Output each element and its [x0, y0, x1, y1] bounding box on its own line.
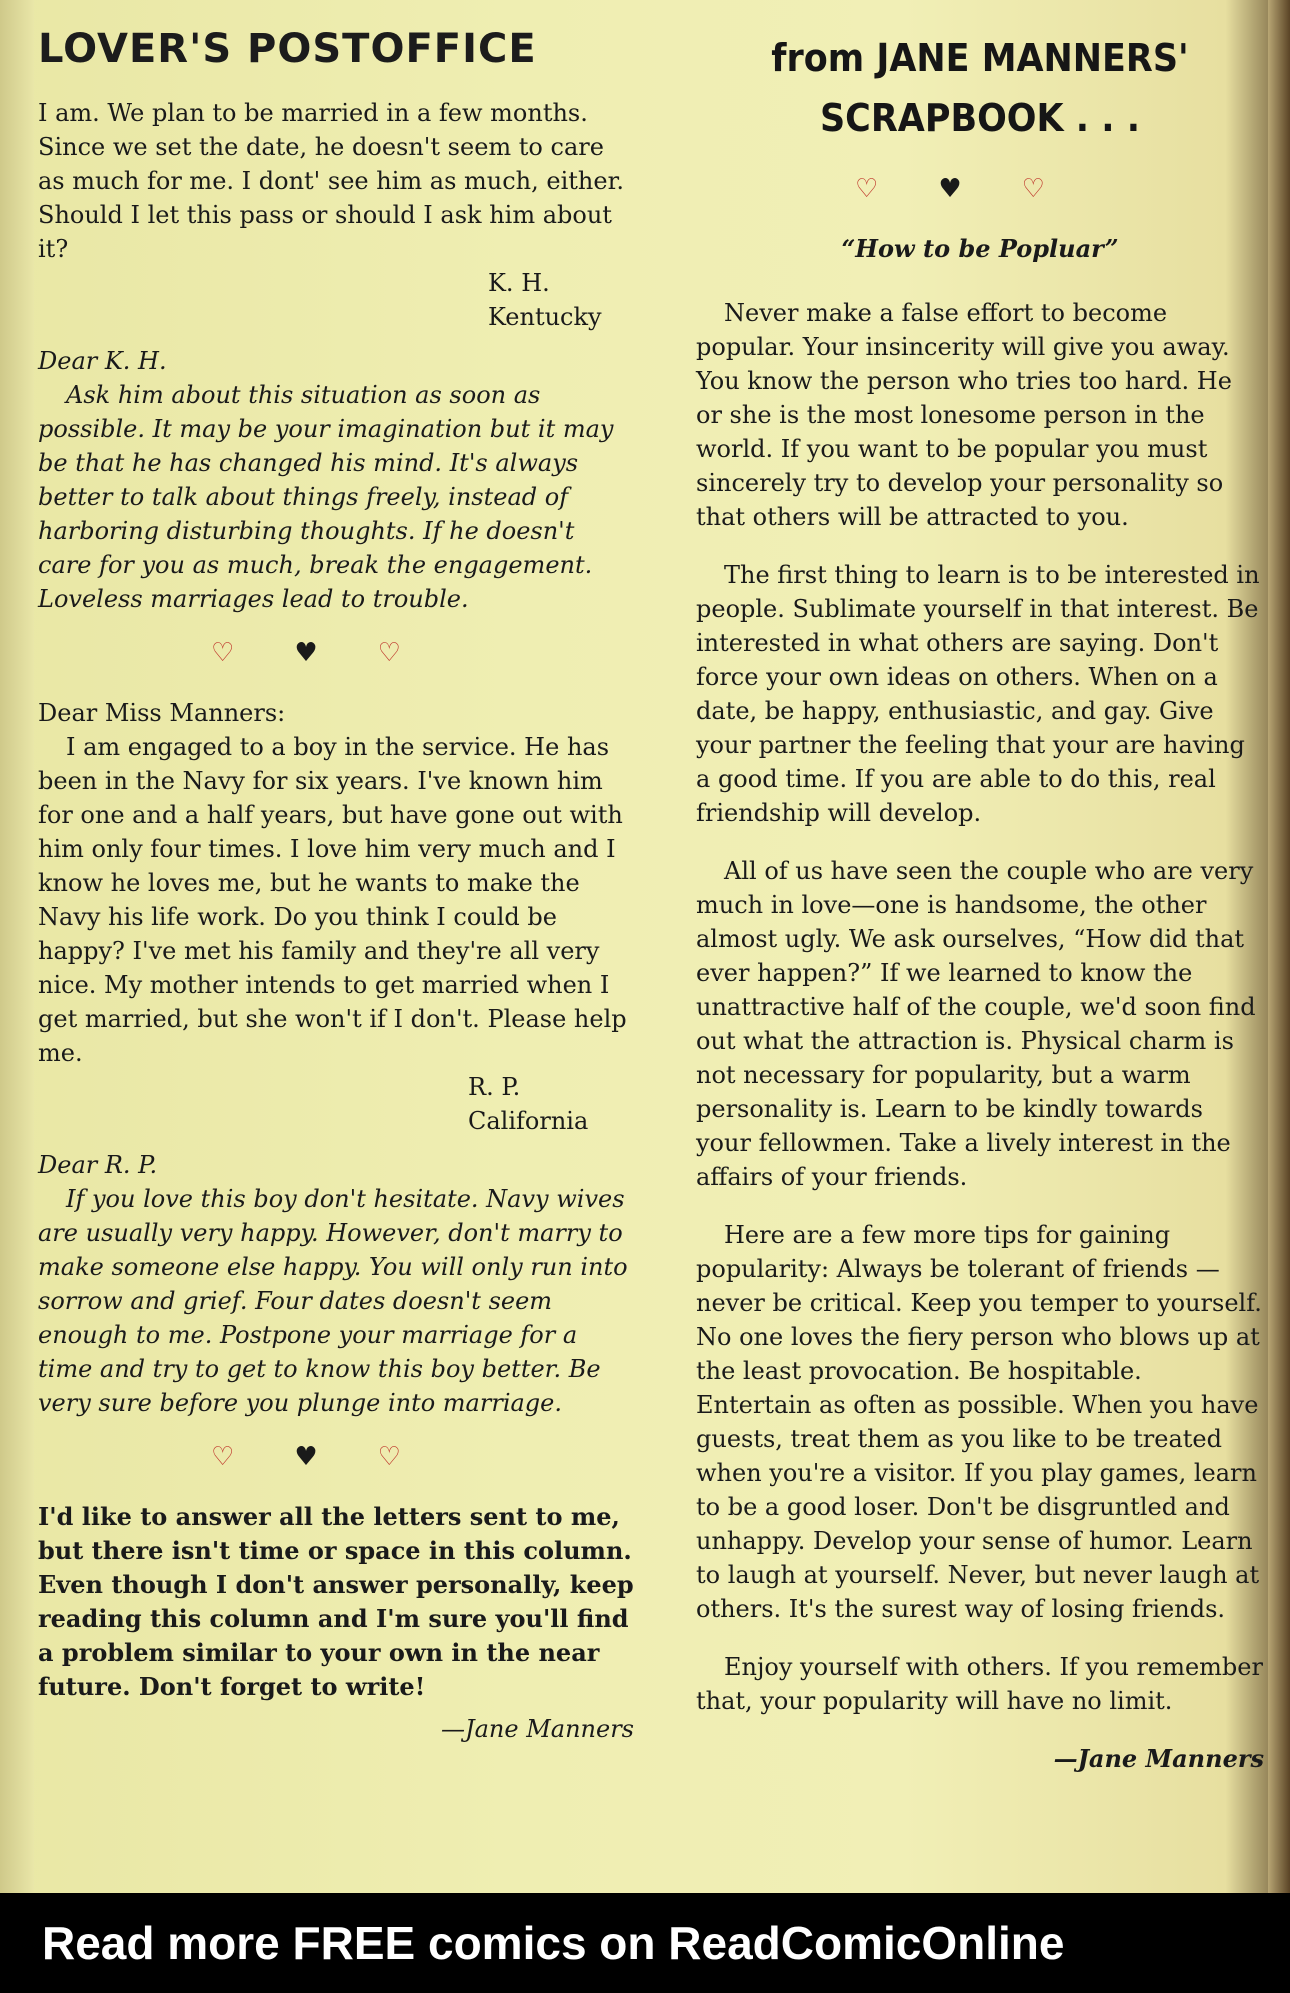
scrapbook-title-line-2: SCRAPBOOK . . .: [820, 96, 1140, 140]
page-left-margin: [0, 0, 34, 1893]
answer-rp-text: If you love this boy don't hesitate. Navy wives are usually very happy. However, don't marry to make someone else happy. You will only run into sorrow and grief. Four dates doesn't seem enough to me. Postpone your marriage for a time and try to get to know this boy better. Be very sure before you plunge into marriage.: [38, 1185, 628, 1417]
answer-kh-salutation: Dear K. H.: [38, 347, 167, 375]
lovers-postoffice-title: LOVER'S POSTOFFICE: [38, 26, 537, 72]
letter-rp-salutation: Dear Miss Manners:: [38, 699, 286, 727]
answer-kh-text: Ask him about this situation as soon as possible. It may be your imagination but it may be that he has changed his mind. It's always better to talk about things freely, instead of harboring disturbing thoughts. If he doesn't care for you as much, break the engagement. Loveless marriages lead to trouble.: [38, 381, 614, 613]
letter-kh-text: I am. We plan to be married in a few months. Since we set the date, he doesn't seem to care as much for me. I dont' see him as much, either. Should I let this pass or should I ask him about it?: [38, 99, 625, 263]
readcomiconline-banner[interactable]: Read more FREE comics on ReadComicOnline: [0, 1893, 1290, 1993]
scrapbook-paragraph-4: Here are a few more tips for gaining popularity: Always be tolerant of friends — never be critical. Keep you temper to yourself. No one loves the fiery person who blows up at the least provocation. Be hospitable. Entertain as often as possible. When you have guests, treat them as you like to be treated when you're a visitor. If you play games, learn to be a good loser. Don't be disgruntled and unhappy. Develop your sense of humor. Learn to laugh at yourself. Never, but never laugh at others. It's the surest way of losing friends.: [696, 1221, 1262, 1623]
heart-icon: ♡: [377, 1442, 461, 1472]
heart-icon: ♡: [211, 638, 295, 668]
heart-divider-1: [38, 636, 634, 670]
heart-icon: ♥: [294, 638, 378, 668]
scrapbook-paragraph-2: The first thing to learn is to be interested in people. Sublimate yourself in that interest. Be interested in what others are saying. Don't force your own ideas on others. When on a date, be happy, enthusiastic, and gay. Give your partner the feeling that your are having a good time. If you are able to do this, real friendship will develop.: [696, 561, 1260, 827]
heart-icon: ♡: [377, 638, 461, 668]
scrapbook-paragraph-3: All of us have seen the couple who are very much in love—one is handsome, the other almost ugly. We ask ourselves, “How did that ever happen?” If we learned to know the unattractive half of the couple, we'd soon find out what the attraction is. Physical charm is not necessary for popularity, but a warm personality is. Learn to be kindly towards your fellowmen. Take a lively interest in the affairs of your friends.: [696, 857, 1256, 1191]
letter-rp-text: I am engaged to a boy in the service. He has been in the Navy for six years. I've known him for one and a half years, but have gone out with him only four times. I love him very much and I know he loves me, but he wants to make the Navy his life work. Do you think I could be happy? I've met his family and they're all very nice. My mother intends to get married when I get married, but she won't if I don't. Please help me.: [38, 733, 627, 1067]
scrapbook-paragraph-1: Never make a false effort to become popular. Your insincerity will give you away. You know the person who tries too hard. He or she is the most lonesome person in the world. If you want to be popular you must sincerely try to develop your personality so that others will be attracted to you.: [696, 299, 1232, 531]
scrapbook-paragraph-5: Enjoy yourself with others. If you remember that, your popularity will have no limit.: [696, 1653, 1263, 1715]
page-binding-edge: [1268, 0, 1290, 1893]
letter-rp-initials: R. P.: [468, 1073, 521, 1101]
left-signature: —Jane Manners: [440, 1715, 634, 1743]
scrapbook-title-line-1: from JANE MANNERS': [771, 36, 1189, 80]
letter-kh-place: Kentucky: [488, 303, 602, 331]
heart-icon: ♥: [938, 174, 1022, 204]
lovers-postoffice-column: [38, 20, 634, 1746]
heart-divider-3: [696, 172, 1264, 206]
heart-icon: ♥: [294, 1442, 378, 1472]
column-closing-note: I'd like to answer all the letters sent to me, but there isn't time or space in this column. Even though I don't answer personally, keep reading this column and I'm sure you'll find a problem similar to your own in the near future. Don't forget to write!: [38, 1502, 634, 1701]
heart-icon: ♡: [1021, 174, 1105, 204]
right-signature: —Jane Manners: [1053, 1744, 1264, 1773]
heart-icon: ♡: [211, 1442, 295, 1472]
scrapbook-subheading: “How to be Popluar”: [841, 234, 1119, 263]
answer-rp-salutation: Dear R. P.: [38, 1151, 158, 1179]
scrapbook-title: [719, 28, 1242, 148]
heart-icon: ♡: [855, 174, 939, 204]
scrapbook-column: [696, 20, 1264, 1776]
letter-kh-initials: K. H.: [488, 269, 550, 297]
heart-divider-2: [38, 1440, 634, 1474]
letter-rp-place: California: [468, 1107, 589, 1135]
